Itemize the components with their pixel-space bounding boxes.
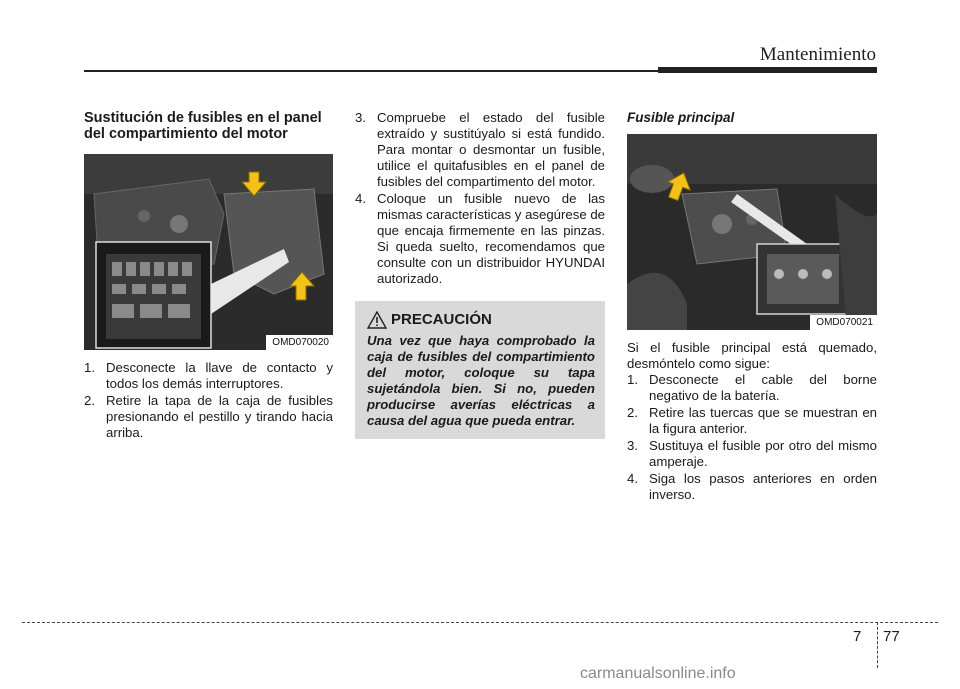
- column-right: [627, 110, 877, 504]
- engine-fuse-box-photo: [84, 154, 333, 350]
- step-number: 3.: [627, 438, 638, 453]
- step-number: 4.: [627, 471, 638, 486]
- list-item: [627, 438, 877, 470]
- main-fuse-illustration: [627, 134, 877, 330]
- header-rule: [84, 70, 664, 72]
- step-number: 2.: [84, 393, 95, 408]
- step-text: Sustituya el fusible por otro del mismo amperaje.: [649, 438, 877, 469]
- section-subtitle: Fusible principal: [627, 110, 735, 125]
- caution-text: Una vez que haya comprobado la caja de fusibles del compartimiento del motor, coloque su tapa sujetándola bien. Si no, pueden producirse averías eléctricas a causa del agua que pueda entrar.: [367, 333, 595, 428]
- step-text: Desconecte el cable del borne negativo de la batería.: [649, 372, 877, 403]
- caution-title: PRECAUCIÓN: [391, 311, 492, 328]
- photo-code: OMD070021: [810, 315, 877, 330]
- step-number: 1.: [84, 360, 95, 375]
- header-title: Mantenimiento: [759, 44, 876, 65]
- steps-list: [84, 360, 333, 441]
- list-item: [627, 471, 877, 503]
- caution-box: [355, 301, 605, 439]
- intro-text: Si el fusible principal está quemado, desmóntelo como sigue:: [627, 340, 877, 371]
- page-number: 77: [883, 628, 900, 645]
- caution-header: [367, 311, 595, 329]
- step-text: Siga los pasos anteriores en orden inverso.: [649, 471, 877, 502]
- step-number: 4.: [355, 191, 366, 206]
- list-item: [355, 191, 605, 287]
- column-middle: [355, 110, 605, 439]
- step-number: 3.: [355, 110, 366, 125]
- step-text: Retire las tuercas que se muestran en la figura anterior.: [649, 405, 877, 436]
- section-title: Sustitución de fusibles en el panel del compartimiento del motor: [84, 110, 322, 142]
- footer-divider: [877, 622, 878, 668]
- list-item: [627, 372, 877, 404]
- steps-list: [627, 372, 877, 503]
- step-text: Retire la tapa de la caja de fusibles presionando el pestillo y tirando hacia arriba.: [106, 393, 333, 440]
- list-item: [355, 110, 605, 190]
- step-text: Desconecte la llave de contacto y todos los demás interruptores.: [106, 360, 333, 391]
- warning-triangle-icon: [367, 311, 387, 329]
- watermark: carmanualsonline.info: [580, 665, 736, 682]
- step-text: Compruebe el estado del fusible extraído y sustitúyalo si está fundido. Para montar o desmontar un fusible, utilice el quitafusibles en el panel de fusibles del compartimento del motor.: [377, 110, 605, 189]
- step-text: Coloque un fusible nuevo de las mismas características y asegúrese de que encaja firmemente en las pinzas. Si queda suelto, recomendamos que consulte con un distribuidor HYUNDAI autorizado.: [377, 191, 605, 286]
- step-number: 2.: [627, 405, 638, 420]
- list-item: [84, 393, 333, 441]
- chapter-number: 7: [853, 628, 862, 645]
- photo-code: OMD070020: [266, 335, 333, 350]
- main-fuse-photo: [627, 134, 877, 330]
- list-item: [84, 360, 333, 392]
- header-rule-bold: [658, 67, 877, 73]
- step-number: 1.: [627, 372, 638, 387]
- steps-list: [355, 110, 605, 287]
- footer-rule: [22, 622, 938, 623]
- column-left: [84, 110, 333, 442]
- engine-fuse-box-illustration: [84, 154, 333, 350]
- list-item: [627, 405, 877, 437]
